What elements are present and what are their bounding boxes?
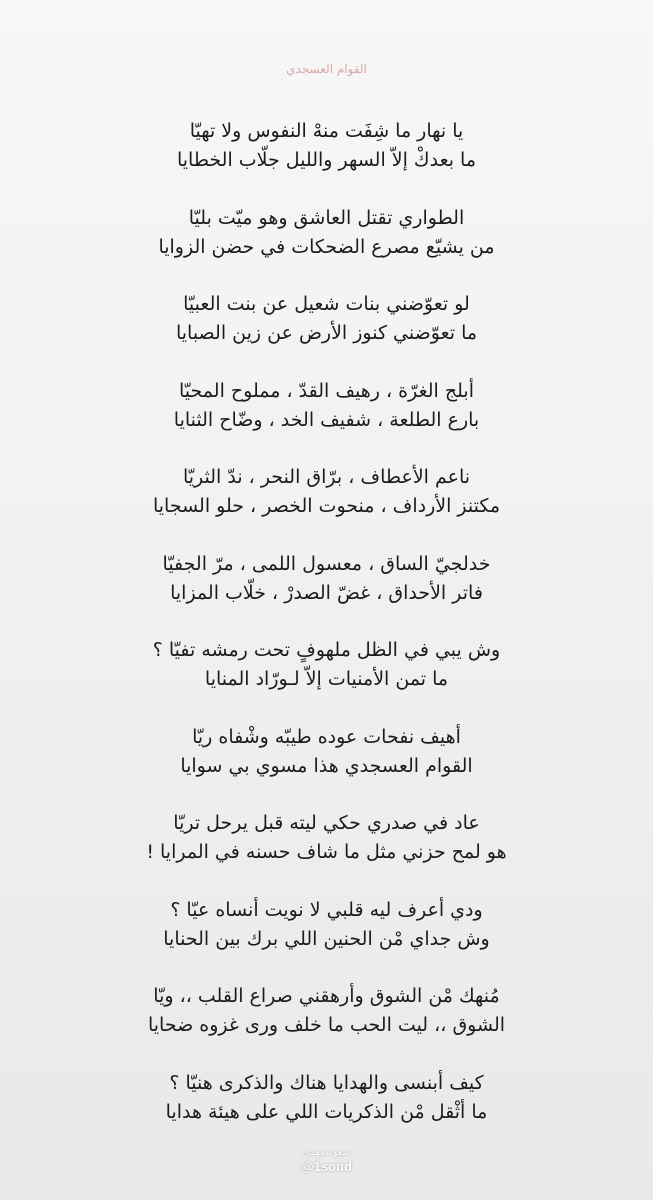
verse-line: ما أثْقل مْن الذكريات اللي على هيئة هدايا: [165, 1100, 488, 1123]
verse-line: أبلج الغرّة ، رهيف القدّ ، مملوح المحيّا: [179, 379, 474, 402]
verse-line: القوام العسجدي هذا مسوي بي سوايا: [180, 754, 473, 777]
author-handle: @1soud: [301, 1159, 352, 1174]
stanza: [0, 377, 653, 464]
stanza: [0, 204, 653, 291]
verse-line: الشوق ،، ليت الحب ما خلف ورى غزوه ضحايا: [147, 1014, 506, 1036]
author-signature: [0, 1147, 653, 1175]
stanza: [0, 636, 653, 723]
stanza: [0, 896, 653, 983]
stanza: [0, 1069, 653, 1156]
stanza: [0, 809, 653, 896]
stanza: [0, 723, 653, 810]
verse-line: ودي أعرف ليه قلبي لا نويت أنساه عيّا ؟: [170, 898, 483, 921]
verse-line: ما تمن الأمنيات إلاّ لـورّاد المنايا: [204, 668, 449, 690]
verse-line: هو لمح حزني مثل ما شاف حسنه في المرايا !: [146, 841, 507, 863]
verse-line: من يشيّع مصرع الضحكات في حضن الزوايا: [158, 235, 495, 258]
poem-title: القوام العسجدي: [286, 62, 367, 76]
verse-line: ناعم الأعطاف ، برّاق النحر ، ندّ الثريّا: [182, 466, 471, 488]
verse-line: ما بعدكْ إلاّ السهر والليل جلّاب الخطايا: [176, 149, 477, 171]
verse-line: لو تعوّضني بنات شعيل عن بنت العبيّا: [183, 293, 470, 315]
stanza: [0, 117, 653, 204]
verse-line: خدلجيّ الساق ، معسول اللمى ، مرّ الجفيّا: [162, 552, 491, 575]
author-name: سعود مهدي: [302, 1147, 351, 1158]
verse-line: مُنهك مْن الشوق وأرهقني صراع القلب ،، ويّا: [153, 985, 500, 1007]
verse-line: الطواري تقتل العاشق وهو ميّت بليّا: [188, 206, 465, 229]
verse-line: وش جداي مْن الحنين اللي برك بين الحنايا: [163, 927, 490, 950]
verse-line: عاد في صدري حكي ليته قبل يرحل تريّا: [173, 812, 480, 834]
verse-line: وش يبي في الظل ملهوفٍ تحت رمشه تفيّا ؟: [152, 639, 501, 661]
verse-line: بارع الطلعة ، شفيف الخد ، وضّاح الثنايا: [173, 408, 480, 431]
verse-line: مكتنز الأرداف ، منحوت الخصر ، حلو السجايا: [152, 495, 501, 517]
stanza: [0, 982, 653, 1069]
verse-line: كيف أبنسى والهدايا هناك والذكرى هنيّا ؟: [169, 1071, 484, 1094]
verse-line: ما تعوّضني كنوز الأرض عن زين الصبايا: [175, 322, 478, 344]
stanza: [0, 550, 653, 637]
stanza: [0, 463, 653, 550]
verse-line: فاتر الأحداق ، غضّ الصدرْ ، خلّاب المزايا: [170, 581, 483, 604]
verse-line: يا نهار ما شِفَت منهْ النفوس ولا تهيّا: [189, 120, 464, 142]
stanza: [0, 290, 653, 377]
verse-line: أهيف نفحات عوده طيبّه وشْفاه ريّا: [192, 725, 461, 748]
poem-body: [0, 117, 653, 1155]
